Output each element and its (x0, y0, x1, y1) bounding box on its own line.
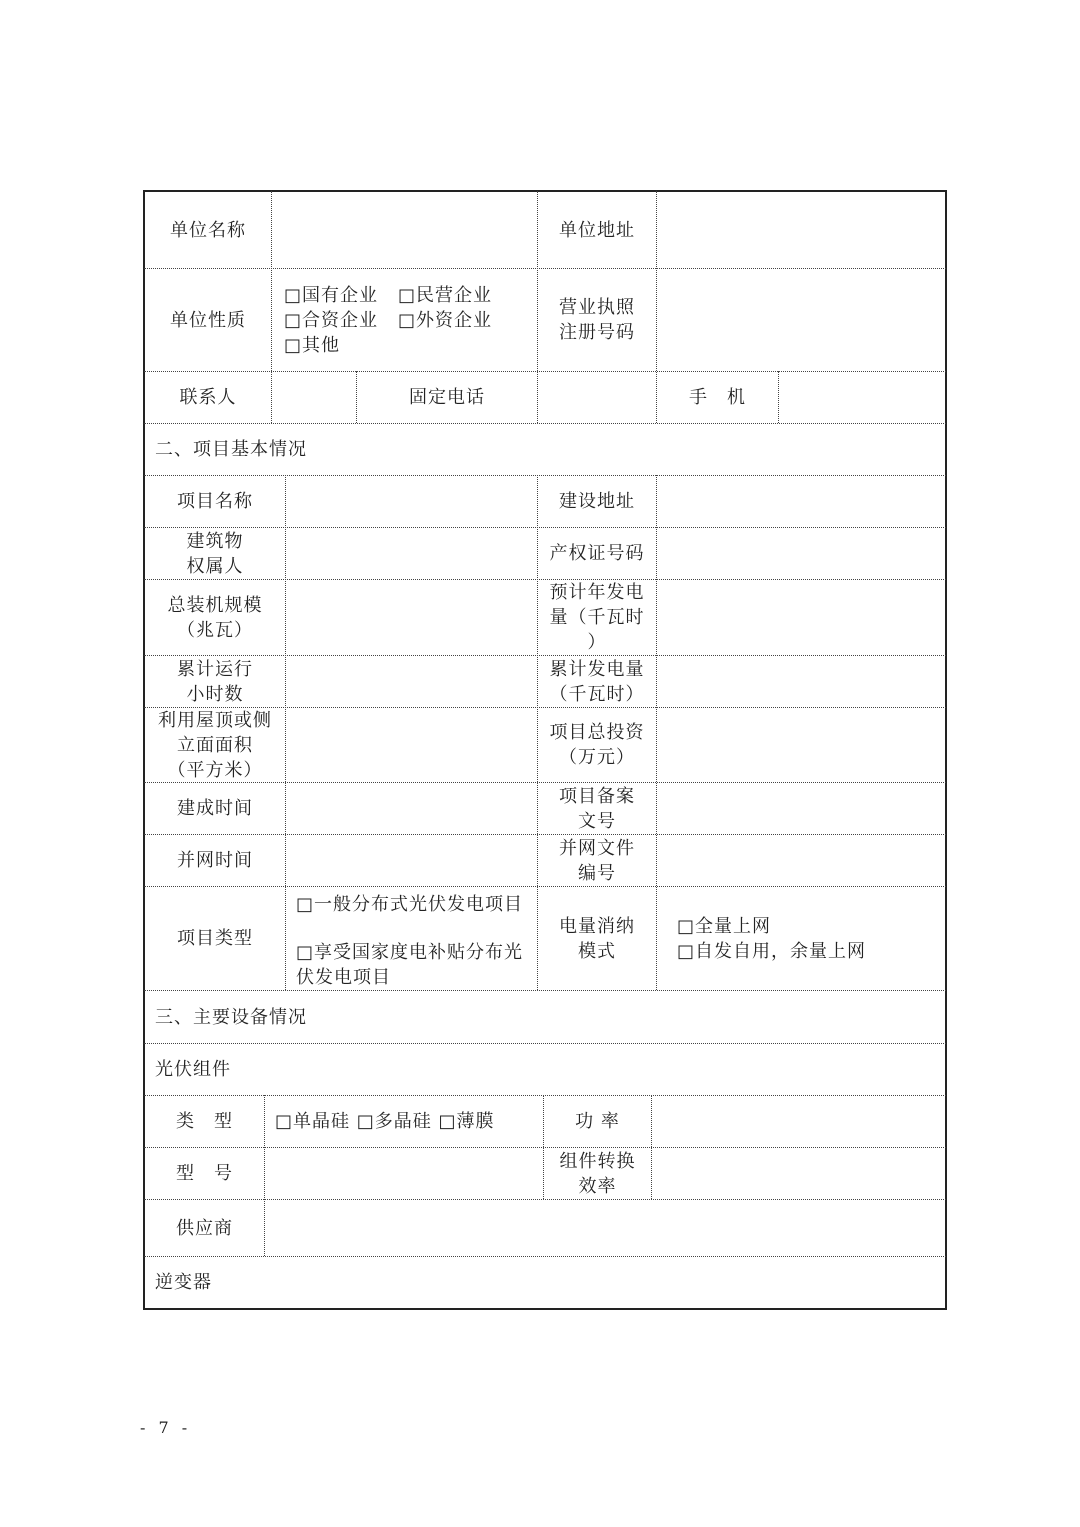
consumption-mode-label: 电量消纳 模式 (559, 915, 635, 962)
supplier-field[interactable] (265, 1200, 945, 1256)
total-generation-field[interactable] (657, 656, 945, 707)
property-cert-field[interactable] (657, 528, 945, 579)
total-investment-field[interactable] (657, 708, 945, 782)
section-2-title: 二、项目基本情况 (155, 439, 307, 460)
record-number-label: 项目备案 文号 (559, 785, 635, 832)
project-type-options (286, 887, 537, 990)
owner-label: 建筑物 权属人 (186, 530, 244, 577)
run-hours-field[interactable] (286, 656, 537, 707)
power-field[interactable] (652, 1096, 945, 1147)
roof-area-field[interactable] (286, 708, 537, 782)
checkbox-private[interactable]: □民营企业 (398, 284, 493, 306)
consumption-mode-options (657, 887, 945, 990)
pv-module-title: 光伏组件 (155, 1059, 231, 1080)
model-label: 型 号 (176, 1163, 233, 1184)
owner-field[interactable] (286, 528, 537, 579)
mobile-label: 手 机 (689, 387, 746, 408)
checkbox-joint-venture[interactable]: □合资企业 (284, 309, 379, 331)
module-type-options[interactable]: □单晶硅 □多晶硅 □薄膜 (275, 1111, 495, 1132)
unit-nature-label: 单位性质 (170, 309, 246, 331)
total-investment-label: 项目总投资 （万元） (549, 722, 645, 768)
total-generation-label: 累计发电量 （千瓦时） (549, 658, 645, 705)
contact-label: 联系人 (179, 387, 237, 408)
supplier-label: 供应商 (176, 1217, 233, 1239)
page-number: - 7 - (140, 1418, 192, 1437)
unit-nature-options (272, 269, 537, 371)
license-label: 营业执照 注册号码 (559, 297, 635, 343)
build-address-field[interactable] (657, 476, 945, 527)
record-number-field[interactable] (657, 783, 945, 834)
grid-doc-label: 并网文件 编号 (559, 837, 635, 884)
checkbox-state-owned[interactable]: □国有企业 (284, 284, 379, 306)
checkbox-self-use[interactable]: □自发自用，余量上网 (677, 940, 867, 962)
unit-address-field[interactable] (657, 192, 945, 268)
checkbox-other[interactable]: □其他 (284, 334, 341, 356)
unit-name-field[interactable] (272, 192, 537, 268)
module-type-label: 类 型 (176, 1111, 233, 1132)
project-name-label: 项目名称 (177, 491, 253, 512)
checkbox-subsidized-distributed[interactable]: □享受国家度电补贴分布光 (296, 941, 524, 963)
model-field[interactable] (265, 1148, 543, 1199)
annual-generation-field[interactable] (657, 580, 945, 655)
built-time-field[interactable] (286, 783, 537, 834)
mobile-field[interactable] (779, 372, 945, 423)
license-field[interactable] (657, 269, 945, 371)
checkbox-foreign[interactable]: □外资企业 (398, 309, 493, 331)
efficiency-field[interactable] (652, 1148, 945, 1199)
capacity-label: 总装机规模 （兆瓦） (167, 594, 263, 641)
table-border-right (945, 190, 947, 1310)
table-border-bottom (143, 1308, 947, 1310)
unit-name-label: 单位名称 (170, 219, 246, 241)
power-label: 功 率 (575, 1111, 620, 1132)
project-type-label: 项目类型 (177, 928, 253, 949)
checkbox-subsidized-distributed-cont: 伏发电项目 (296, 966, 391, 988)
run-hours-label: 累计运行 小时数 (177, 658, 253, 705)
property-cert-label: 产权证号码 (549, 543, 645, 564)
checkbox-general-distributed[interactable]: □一般分布式光伏发电项目 (296, 893, 524, 915)
grid-doc-field[interactable] (657, 835, 945, 886)
roof-area-label: 利用屋顶或侧 立面面积 （平方米） (158, 709, 272, 781)
build-address-label: 建设地址 (559, 491, 635, 512)
contact-field[interactable] (272, 372, 356, 423)
unit-address-label: 单位地址 (559, 219, 635, 241)
annual-generation-label: 预计年发电 量（千瓦时 ） (549, 582, 645, 653)
grid-time-field[interactable] (286, 835, 537, 886)
capacity-field[interactable] (286, 580, 537, 655)
phone-field[interactable] (538, 372, 656, 423)
efficiency-label: 组件转换 效率 (559, 1150, 636, 1197)
inverter-title: 逆变器 (155, 1272, 212, 1293)
phone-label: 固定电话 (409, 387, 485, 408)
checkbox-full-grid[interactable]: □全量上网 (677, 915, 772, 937)
grid-time-label: 并网时间 (177, 850, 253, 871)
project-name-field[interactable] (286, 476, 537, 527)
section-3-title: 三、主要设备情况 (155, 1006, 307, 1028)
built-time-label: 建成时间 (177, 798, 253, 819)
